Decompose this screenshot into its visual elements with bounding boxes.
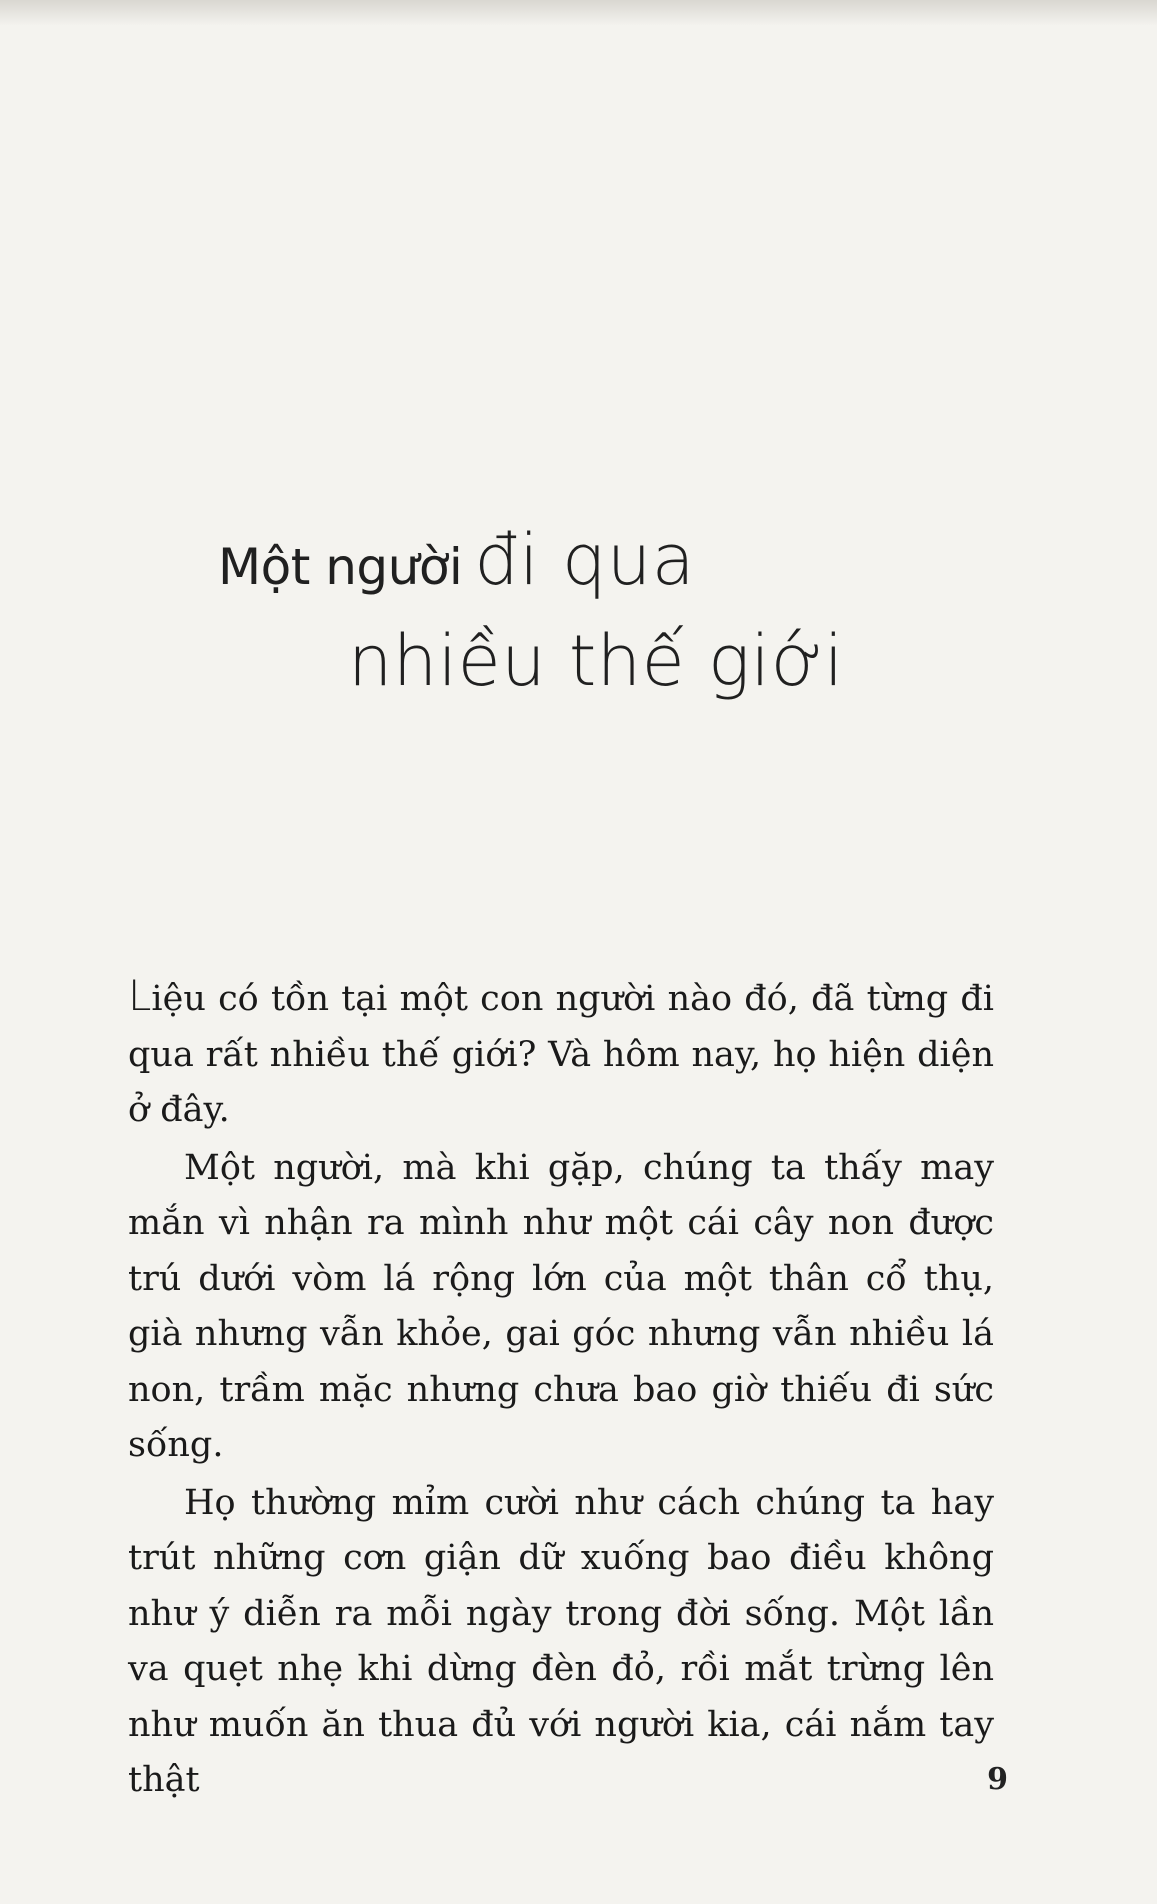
paragraph-1 <box>128 968 994 1139</box>
page-number: 9 <box>987 1762 1008 1797</box>
page-edge-shadow <box>0 0 1157 26</box>
drop-cap: L <box>128 971 152 1020</box>
paragraph-3: Họ thường mỉm cười như cách chúng ta hay trút những cơn giận dữ xuống bao điều không như ý diễn ra mỗi ngày trong đời sống. Một lần va quẹt nhẹ khi dừng đèn đỏ, rồi mắt trừng lên như muốn ăn thua đủ với người kia, cái nắm tay thật <box>128 1482 994 1800</box>
body-text <box>128 968 994 1811</box>
paragraph-2: Một người, mà khi gặp, chúng ta thấy may mắn vì nhận ra mình như một cái cây non được trú dưới vòm lá rộng lớn của một thân cổ thụ, già nhưng vẫn khỏe, gai góc nhưng vẫn nhiều lá non, trầm mặc nhưng chưa bao giờ thiếu đi sức sống. <box>128 1147 994 1465</box>
chapter-title <box>218 520 1018 703</box>
chapter-title-small-text: Một người <box>218 538 463 596</box>
chapter-title-line-1 <box>218 520 1018 619</box>
paragraph-1-text: iệu có tồn tại một con người nào đó, đã từng đi qua rất nhiều thế giới? Và hôm nay, họ hiện diện ở đây. <box>128 979 994 1130</box>
chapter-title-large-text: đi qua <box>474 519 696 601</box>
chapter-title-line-2: nhiều thế giới <box>348 620 844 702</box>
